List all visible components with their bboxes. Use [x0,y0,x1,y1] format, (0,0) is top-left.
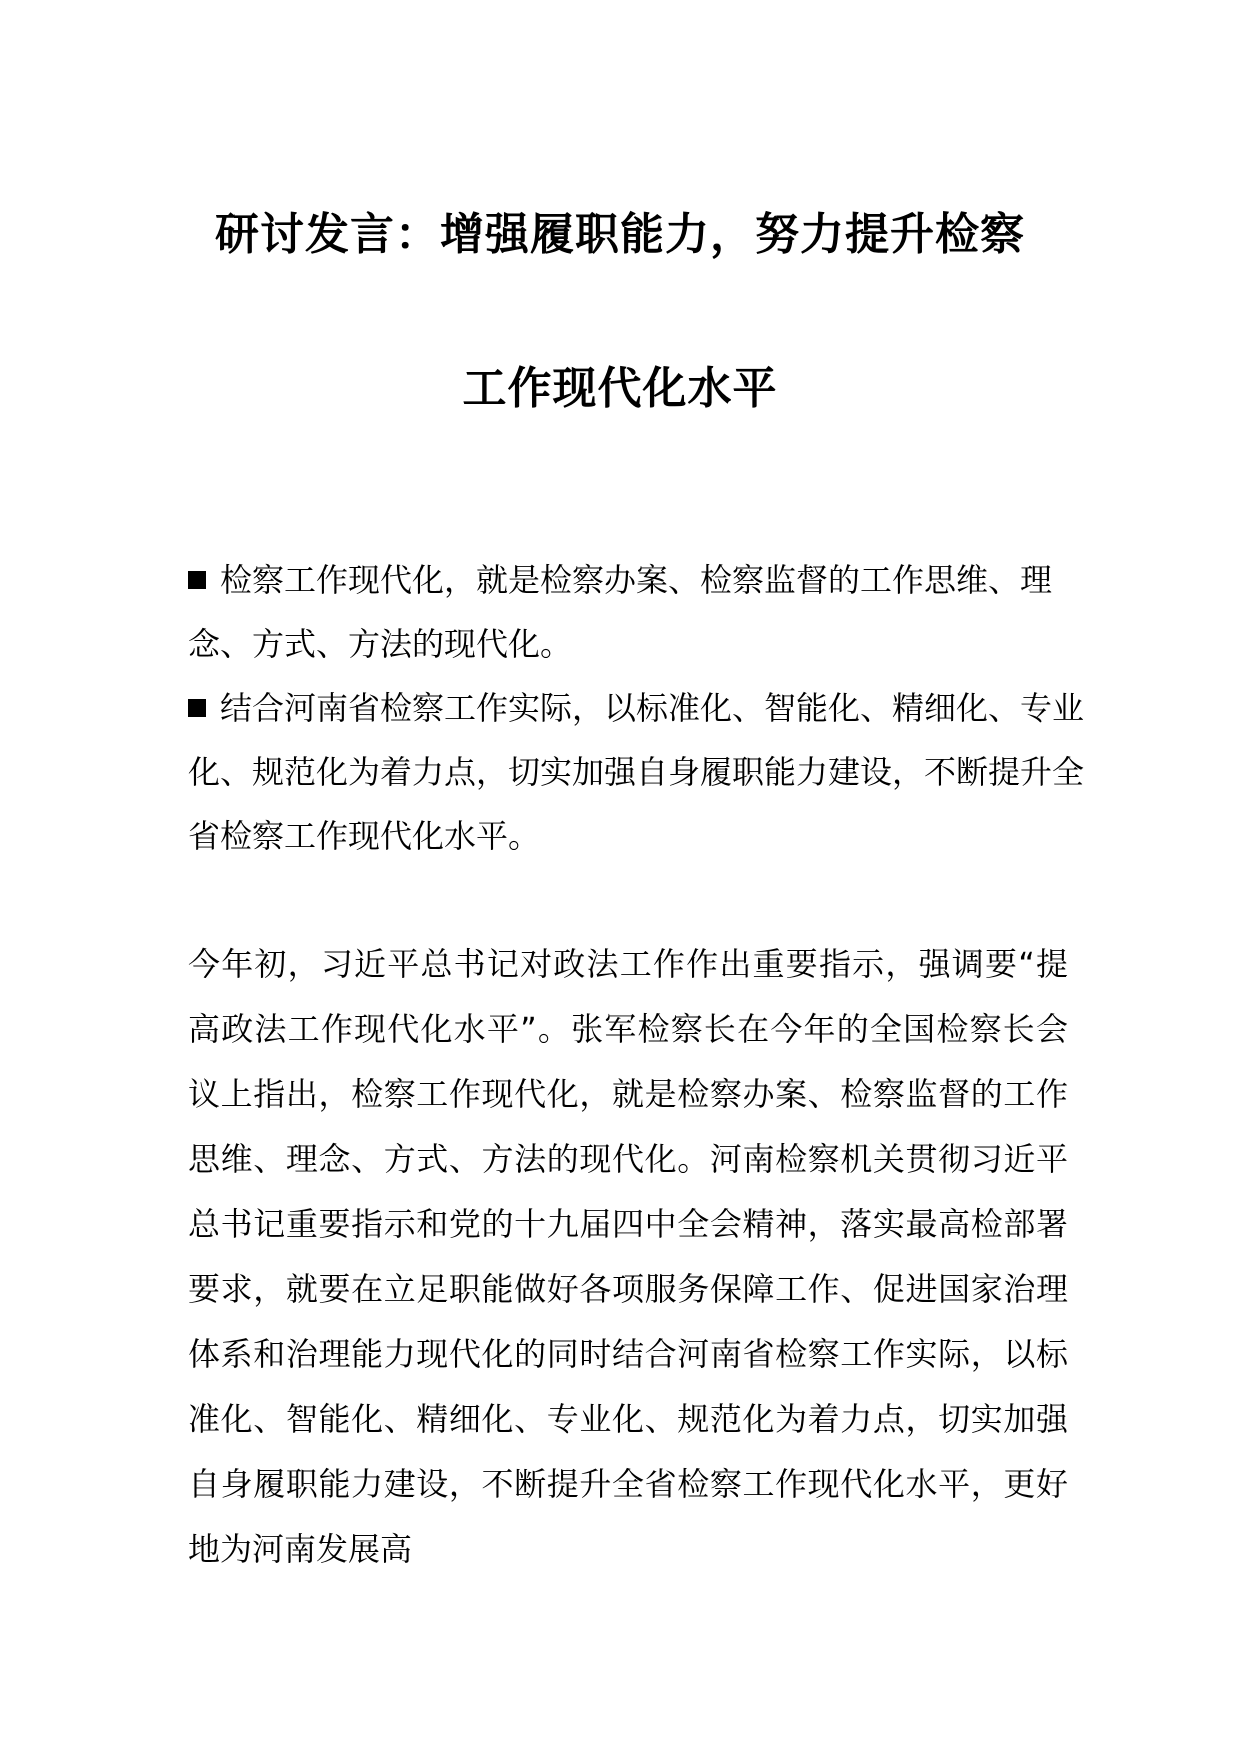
summary-item [188,548,1088,676]
document-title-line-2: 工作现代化水平 [462,363,778,414]
summary-block [188,548,1088,868]
summary-item-text: 结合河南省检察工作实际，以标准化、智能化、精细化、专业化、规范化为着力点，切实加强自身履职能力建设，不断提升全省检察工作现代化水平。 [188,689,1085,855]
square-bullet-icon [188,699,206,717]
summary-item-text: 检察工作现代化，就是检察办案、检察监督的工作思维、理念、方式、方法的现代化。 [188,561,1053,663]
square-bullet-icon [188,571,206,589]
summary-item [188,676,1088,868]
body-paragraph: 今年初，习近平总书记对政法工作作出重要指示，强调要“提高政法工作现代化水平”。张军检察长在今年的全国检察长会议上指出，检察工作现代化，就是检察办案、检察监督的工作思维、理念、方式、方法的现代化。河南检察机关贯彻习近平总书记重要指示和党的十九届四中全会精神，落实最高检部署要求，就要在立足职能做好各项服务保障工作、促进国家治理体系和治理能力现代化的同时结合河南省检察工作实际，以标准化、智能化、精细化、专业化、规范化为着力点，切实加强自身履职能力建设，不断提升全省检察工作现代化水平，更好地为河南发展高 [188,945,1068,1568]
document-title-line-1: 研讨发言：增强履职能力，努力提升检察 [215,209,1025,260]
